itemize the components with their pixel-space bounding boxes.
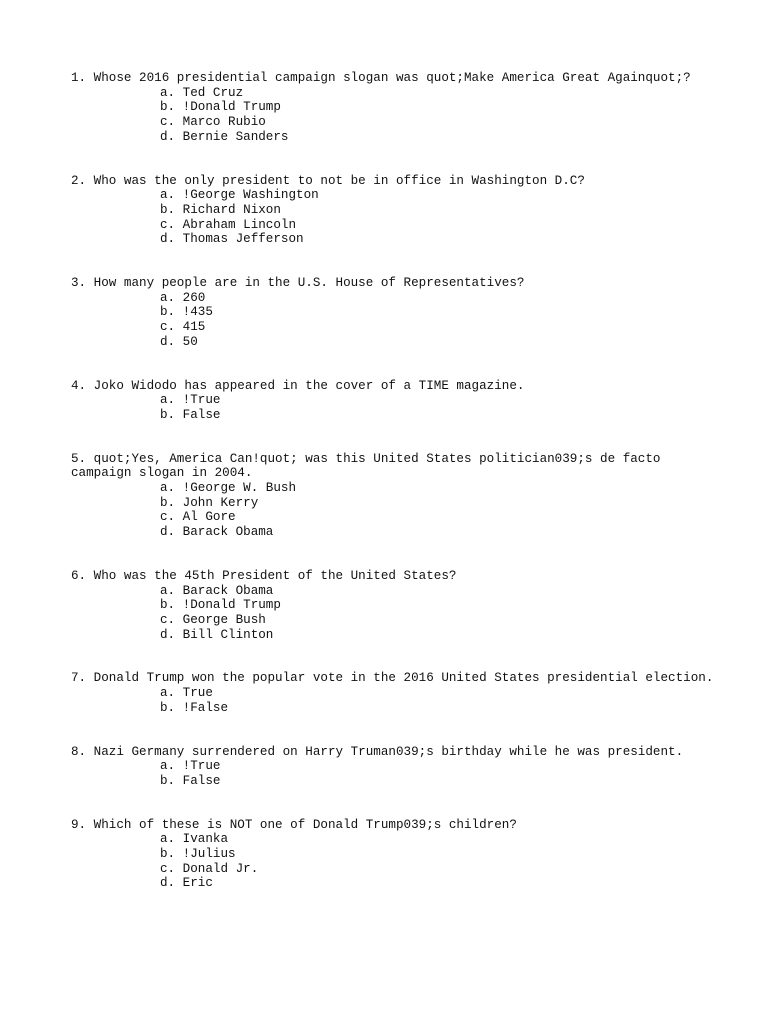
option-d: d. Eric bbox=[160, 876, 213, 891]
option-list bbox=[71, 188, 721, 247]
option-a: a. !True bbox=[160, 759, 221, 774]
option-a: a. True bbox=[160, 686, 213, 701]
option-b: b. John Kerry bbox=[160, 495, 259, 510]
question-3 bbox=[71, 276, 721, 350]
option-c: c. George Bush bbox=[160, 612, 266, 627]
option-a: a. !George W. Bush bbox=[160, 481, 297, 496]
option-d: d. Barack Obama bbox=[160, 525, 274, 540]
option-c: c. Abraham Lincoln bbox=[160, 217, 297, 232]
question-text: 9. Which of these is NOT one of Donald Trump039;s children? bbox=[71, 817, 517, 832]
option-a: a. !George Washington bbox=[160, 188, 319, 203]
option-b: b. !Julius bbox=[160, 847, 236, 862]
option-list bbox=[71, 584, 721, 643]
option-b: b. False bbox=[160, 407, 221, 422]
question-7 bbox=[71, 671, 721, 715]
option-a: a. !True bbox=[160, 393, 221, 408]
option-a: a. 260 bbox=[160, 290, 206, 305]
option-b: b. !Donald Trump bbox=[160, 598, 281, 613]
option-list bbox=[71, 759, 721, 788]
question-text: 2. Who was the only president to not be in office in Washington D.C? bbox=[71, 173, 585, 188]
question-4 bbox=[71, 379, 721, 423]
question-text: 4. Joko Widodo has appeared in the cover of a TIME magazine. bbox=[71, 378, 525, 393]
question-9 bbox=[71, 818, 721, 892]
option-c: c. 415 bbox=[160, 320, 206, 335]
question-text: 3. How many people are in the U.S. House of Representatives? bbox=[71, 276, 525, 291]
question-6 bbox=[71, 569, 721, 643]
option-list bbox=[71, 481, 721, 540]
option-c: c. Donald Jr. bbox=[160, 861, 259, 876]
option-c: c. Marco Rubio bbox=[160, 115, 266, 130]
option-list bbox=[71, 832, 721, 891]
option-d: d. Thomas Jefferson bbox=[160, 232, 304, 247]
option-b: b. !Donald Trump bbox=[160, 100, 281, 115]
option-b: b. False bbox=[160, 773, 221, 788]
question-2 bbox=[71, 174, 721, 248]
question-text: 6. Who was the 45th President of the United States? bbox=[71, 568, 457, 583]
option-c: c. Al Gore bbox=[160, 510, 236, 525]
question-text: 5. quot;Yes, America Can!quot; was this United States politician039;s de facto campaign slogan in 2004. bbox=[71, 451, 669, 481]
question-8 bbox=[71, 745, 721, 789]
question-5 bbox=[71, 452, 721, 540]
question-text: 1. Whose 2016 presidential campaign slogan was quot;Make America Great Againquot;? bbox=[71, 71, 691, 85]
option-list bbox=[71, 393, 721, 422]
option-d: d. Bernie Sanders bbox=[160, 129, 289, 144]
option-list bbox=[71, 686, 721, 715]
option-d: d. 50 bbox=[160, 334, 198, 349]
option-list bbox=[71, 86, 721, 145]
question-text: 8. Nazi Germany surrendered on Harry Truman039;s birthday while he was president. bbox=[71, 744, 684, 759]
option-b: b. !False bbox=[160, 700, 229, 715]
option-list bbox=[71, 291, 721, 350]
quiz-document bbox=[71, 71, 721, 920]
option-d: d. Bill Clinton bbox=[160, 627, 274, 642]
question-1 bbox=[71, 71, 721, 145]
option-a: a. Ivanka bbox=[160, 832, 229, 847]
option-b: b. Richard Nixon bbox=[160, 202, 281, 217]
option-a: a. Ted Cruz bbox=[160, 85, 244, 100]
option-a: a. Barack Obama bbox=[160, 583, 274, 598]
question-text: 7. Donald Trump won the popular vote in the 2016 United States presidential election. bbox=[71, 671, 714, 686]
option-b: b. !435 bbox=[160, 305, 213, 320]
